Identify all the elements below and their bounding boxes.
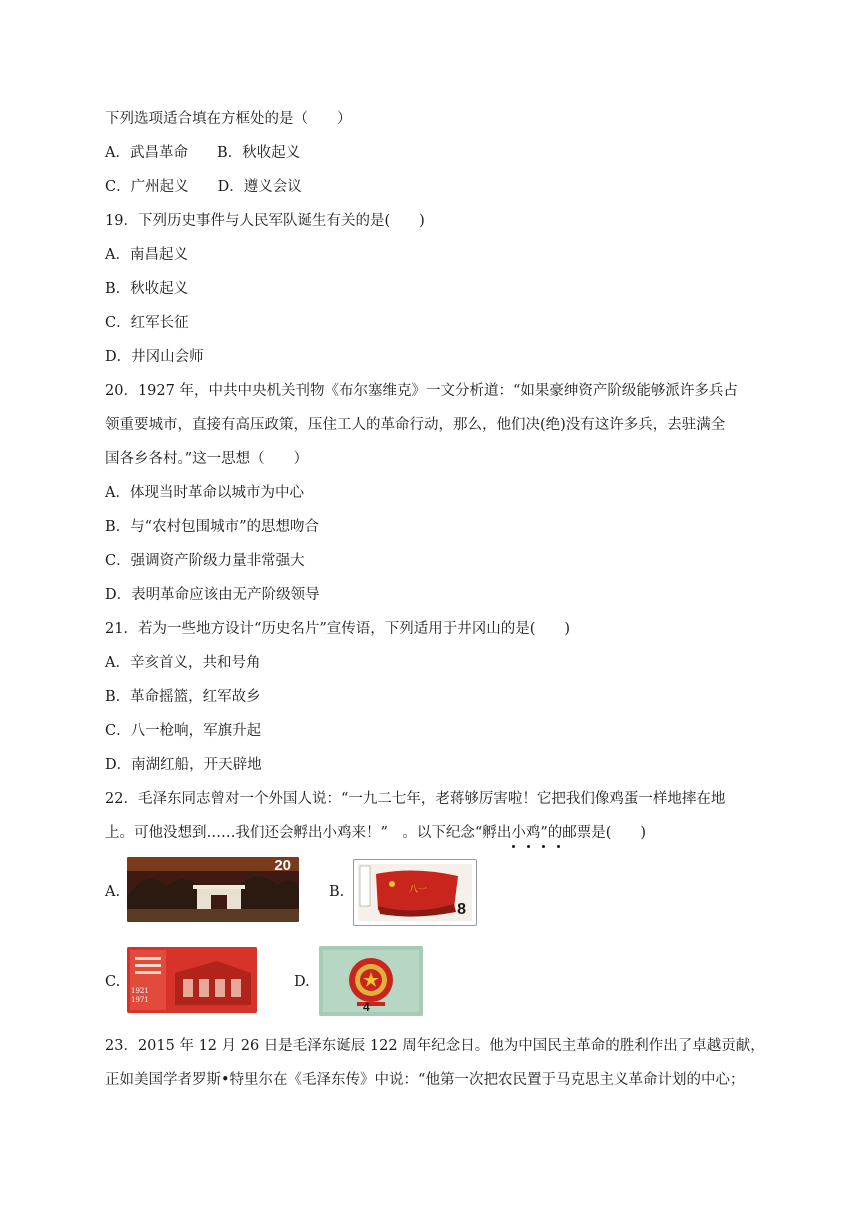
option-line: C．广州起义 D．遵义会议 [105,179,302,195]
stamp-b-flag-text: 八一 [409,885,428,895]
question-23-stem: 23．2015 年 12 月 26 日是毛泽东诞辰 122 周年纪念日。他为中国民主革命的胜利作出了卓越贡献， [105,1038,765,1054]
option-c: C．强调资产阶级力量非常强大 [105,553,305,569]
option-d: D．表明革命应该由无产阶级领导 [105,587,320,603]
question-22-stem: 22．毛泽东同志曾对一个外国人说：“一九二七年，老蒋够厉害啦！它把我们像鸡蛋一样地摔在地 [105,791,726,807]
stamp-option-label-a: A. [105,884,121,900]
stamp-b-image [353,859,477,926]
question-19-stem: 19．下列历史事件与人民军队诞生有关的是( ) [105,213,425,229]
stamp-d-image [319,946,423,1016]
stamp-b-value: 8 [457,901,466,918]
option-line: A．武昌革命 B．秋收起义 [105,145,301,161]
emphasis-dot [557,845,560,848]
option-c: C．八一枪响，军旗升起 [105,723,262,739]
question-20-stem: 领重要城市，直接有高压政策，压住工人的革命行动，那么，他们决(绝)没有这许多兵，去驻满全 [105,417,726,433]
emphasis-dot [527,845,530,848]
question-stem-line: 下列选项适合填在方框处的是（ ） [105,111,352,127]
emphasis-dot [542,845,545,848]
question-20-stem: 国各乡各村。”这一思想（ ） [105,451,309,467]
stamp-a-image [127,857,299,922]
option-d: D．南湖红船，开天辟地 [105,757,262,773]
option-b: B．与“农村包围城市”的思想吻合 [105,519,319,535]
stamp-d-value: 4 [363,1000,370,1014]
stamp-c-years: 1921 1971 [131,987,149,1004]
emphasis-dot [512,845,515,848]
question-22-stem: 上。可他没想到……我们还会孵出小鸡来！” 。以下纪念“孵出小鸡”的邮票是( ) [105,825,647,841]
stamp-c-image [127,947,257,1013]
stamp-option-label-d: D. [294,974,310,990]
option-d: D．井冈山会师 [105,349,204,365]
option-b: B．秋收起义 [105,281,189,297]
option-a: A．南昌起义 [105,247,188,263]
option-a: A．辛亥首义，共和号角 [105,655,261,671]
question-23-stem: 正如美国学者罗斯•特里尔在《毛泽东传》中说：“他第一次把农民置于马克思主义革命计划的中心； [105,1072,745,1088]
question-20-stem: 20．1927 年，中共中央机关刊物《布尔塞维克》一文分析道：“如果豪绅资产阶级能够派许多兵占 [105,383,738,399]
option-a: A．体现当时革命以城市为中心 [105,485,304,501]
option-b: B．革命摇篮，红军故乡 [105,689,261,705]
stamp-option-label-c: C. [105,974,121,990]
stamp-a-value: 20 [274,857,291,874]
question-21-stem: 21．若为一些地方设计“历史名片”宣传语，下列适用于井冈山的是( ) [105,621,571,637]
stamp-option-label-b: B. [329,884,345,900]
option-c: C．红军长征 [105,315,189,331]
